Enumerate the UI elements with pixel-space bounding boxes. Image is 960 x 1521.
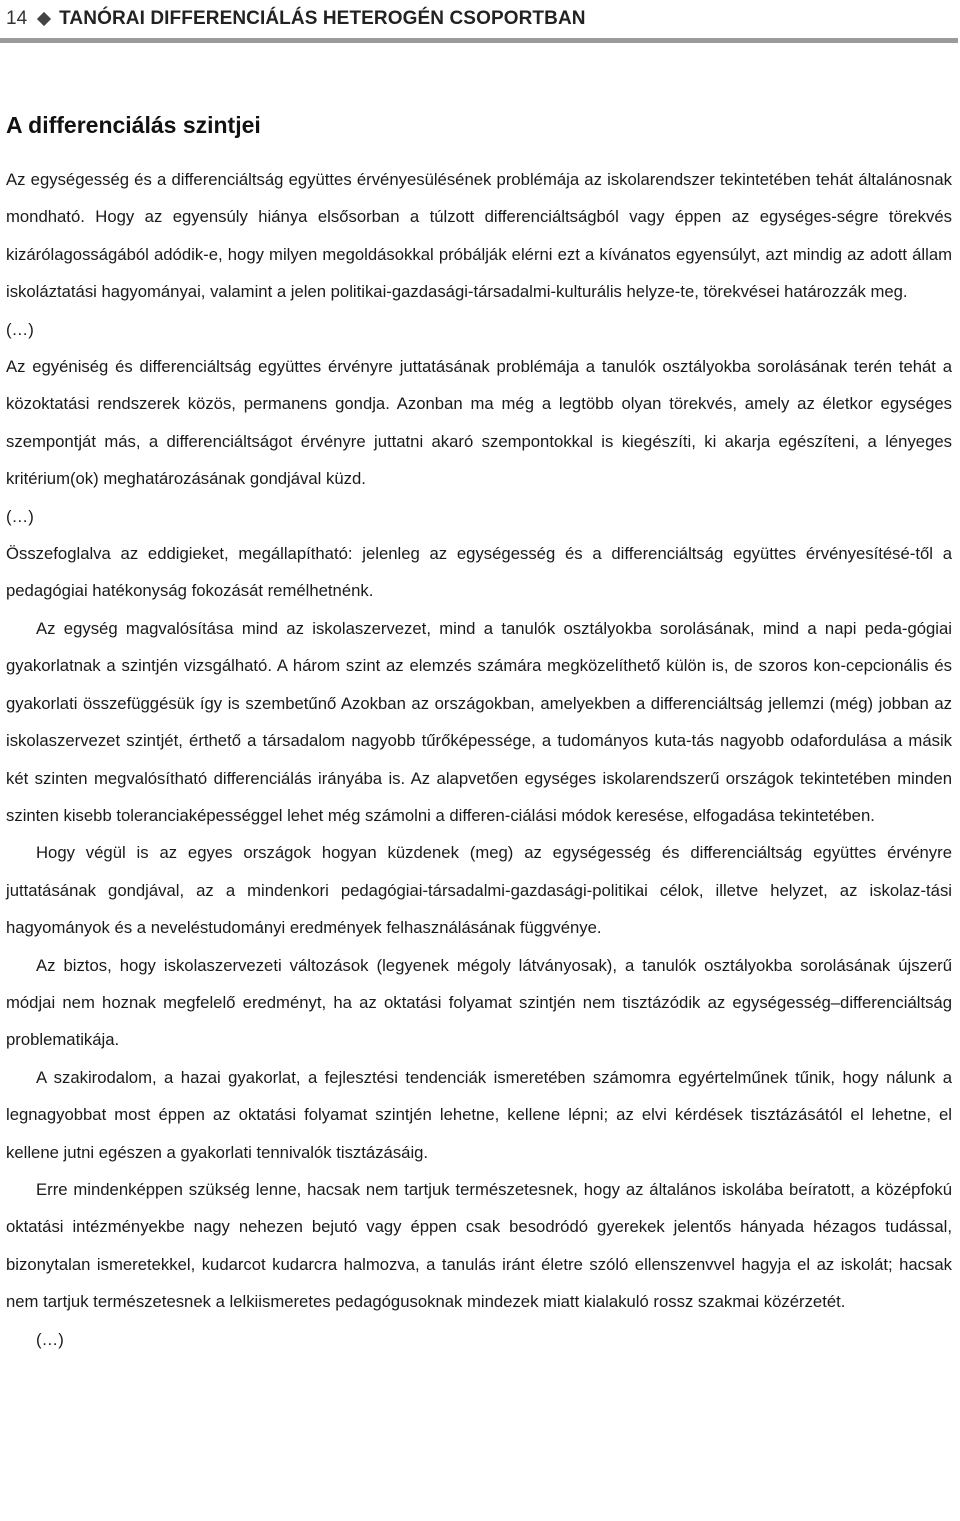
- omission-marker: (…): [6, 506, 34, 526]
- omission-marker: (…): [6, 319, 34, 339]
- page-number: 14: [6, 8, 28, 29]
- diamond-icon: [37, 12, 51, 26]
- omission-marker: (…): [36, 1329, 64, 1349]
- paragraph: Az egység magvalósítása mind az iskolaszervezet, mind a tanulók osztályokba sorolásának, mind a napi peda-gógiai gyakorlatnak a szintjén vizsgálható. A három szint az elemzés számára megközelíthető külön is, de szoros kon-cepcionális és gyakorlati összefüggésük így is szembetűnő Azokban az országokban, amelyekben a differenciáltság jellemzi (még) jobban az iskolaszervezet szintjét, érthető a társadalom nagyobb tűrőképessége, a tudományos kuta-tás nagyobb odafordulása a másik két szinten megvalósítható differenciálás irányába is. Az alapvetően egységes iskolarendszerű országok tekintetében minden szinten kisebb toleranciaképességgel lehet még számolni a differen-ciálási módok keresése, elfogadása tekintetében.: [6, 618, 952, 825]
- paragraph: Az egységesség és a differenciáltság együttes érvényesülésének problémája az iskolarendszer tekintetében tehát általánosnak mondható. Hogy az egyensúly hiánya elsősorban a túlzott differenciáltságból vagy éppen az egységes-ségre törekvés kizárólagosságából adódik-e, hogy milyen megoldásokkal próbálják elérni ezt a kívánatos egyensúlyt, azt mindig az adott állam iskoláztatási hagyományai, valamint a jelen politikai-gazdasági-társadalmi-kulturális helyze-te, törekvései határozzák meg.: [6, 170, 952, 302]
- paragraph: Hogy végül is az egyes országok hogyan küzdenek (meg) az egységesség és differenciáltság együttes érvényre juttatásának gondjával, az a mindenkori pedagógiai-társadalmi-gazdasági-politikai célok, illetve helyzet, az iskolaz-tási hagyományok és a neveléstudományi eredmények felhasználásának függvénye.: [6, 843, 952, 938]
- paragraph: Összefoglalva az eddigieket, megállapítható: jelenleg az egységesség és a differenciáltság együttes érvényesítésé-től a pedagógiai hatékonyság fokozását remélhetnénk.: [6, 544, 952, 601]
- running-header: [0, 0, 960, 46]
- paragraph: Erre mindenképpen szükség lenne, hacsak nem tartjuk természetesnek, hogy az általános iskolába beíratott, a középfokú oktatási intézményekbe nagy nehezen bejutó vagy éppen csak besodródó gyerekek jelentős hányada hézagos tudással, bizonytalan ismeretekkel, kudarcot kudarcra halmozva, a tanulás iránt életre szóló ellenszenvvel hagyja el az iskolát; hacsak nem tartjuk természetesnek a lelkiismeretes pedagógusoknak mindezek miatt kialakuló rossz szakmai közérzetét.: [6, 1179, 952, 1312]
- paragraph: A szakirodalom, a hazai gyakorlat, a fejlesztési tendenciák ismeretében számomra egyértelműnek tűnik, hogy nálunk a legnagyobbat most éppen az oktatási folyamat szintjén lehetne, kellene lépni; az elvi kérdések tisztázásától el lehetne, el kellene jutni egészen a gyakorlati tennivalók tisztázásáig.: [6, 1067, 952, 1162]
- header-bar: [0, 0, 958, 43]
- paragraph: Az egyéniség és differenciáltság együttes érvényre juttatásának problémája a tanulók osztályokba sorolásának terén tehát a közoktatási rendszerek közös, permanens gondja. Azonban ma még a legtöbb olyan törekvés, amely az életkor egységes szempontját más, a differenciáltságot érvényre juttatni akaró szempontokkal is kiegészíti, ki akarja egészíteni, a lényeges kritérium(ok) meghatározásának gondjával küzd.: [6, 357, 952, 489]
- running-title: TANÓRAI DIFFERENCIÁLÁS HETEROGÉN CSOPORTBAN: [59, 8, 586, 29]
- section-title: A differenciálás szintjei: [6, 112, 261, 138]
- page-body: [6, 112, 952, 1358]
- paragraph: Az biztos, hogy iskolaszervezeti változások (legyenek mégoly látványosak), a tanulók osztályokba sorolásának újszerű módjai nem hoznak megfelelő eredményt, ha az oktatási folyamat szintjén nem tisztázódik az egységesség–differenciáltság problematikája.: [6, 955, 952, 1050]
